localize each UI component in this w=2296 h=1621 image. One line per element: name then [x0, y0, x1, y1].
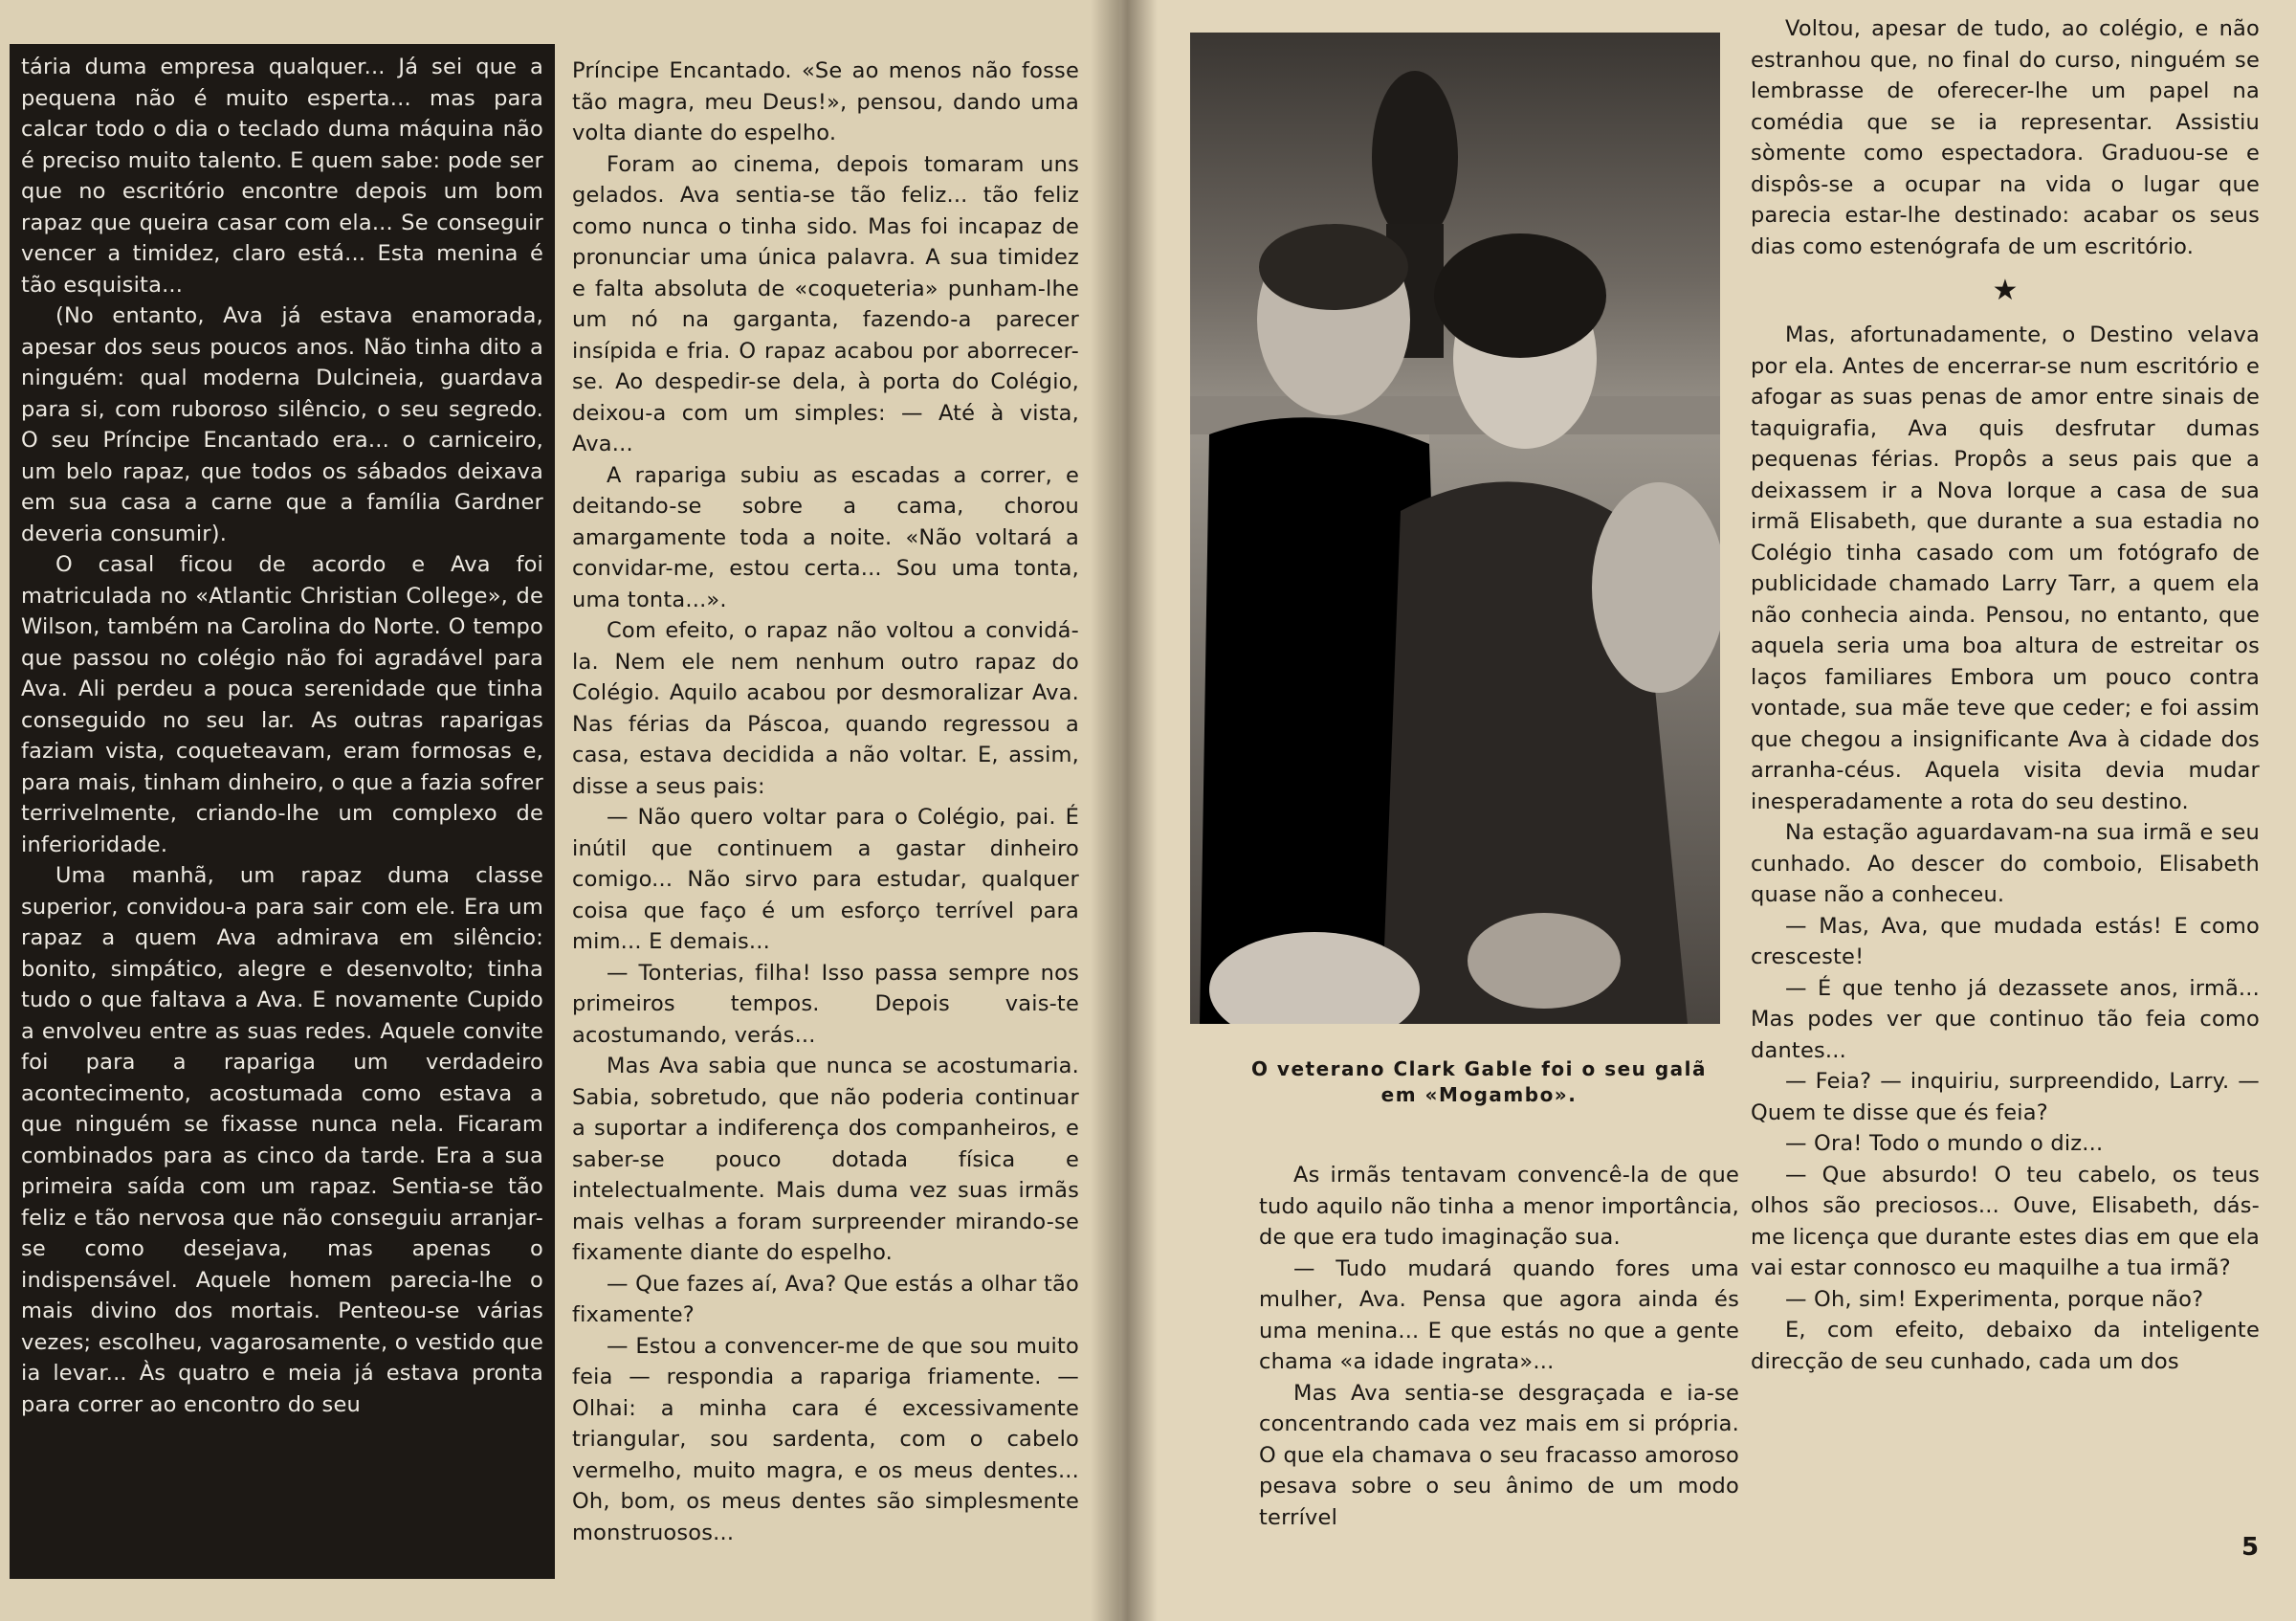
paragraph: E, com efeito, debaixo da inteligente direcção de seu cunhado, cada um dos	[1751, 1318, 2260, 1374]
paragraph: — Que fazes aí, Ava? Que estás a olhar tão fixamente?	[572, 1271, 1079, 1327]
paragraph: Príncipe Encantado. «Se ao menos não fosse tão magra, meu Deus!», pensou, dando uma volta diante do espelho.	[572, 58, 1079, 145]
paragraph: (No entanto, Ava já estava enamorada, apesar dos seus poucos anos. Não tinha dito a ninguém: qual moderna Dulcineia, guardava para si, com ruboroso silêncio, o seu segredo. O seu Príncipe Encantado era... o carniceiro, um belo rapaz, que todos os sábados deixava em sua casa a carne que a família Gardner deveria consumir).	[21, 303, 543, 546]
paragraph: Mas, afortunadamente, o Destino velava por ela. Antes de encerrar-se num escritório e afogar as suas penas de amor entre sinais de taquigrafia, Ava quis desfrutar dumas pequenas férias. Propôs a seus pais que a deixassem ir a Nova Iorque a casa de sua irmã Elisabeth, que durante a sua estadia no Colégio tinha casado com um fotógrafo de publicidade chamado Larry Tarr, a quem ela não conhecia ainda. Pensou, no entanto, que aquela seria uma boa altura de estreitar os laços familiares Embora um pouco contra vontade, sua mãe teve que ceder; e foi assim que chegou a insignificante Ava à cidade dos arranha-céus. Aquela visita devia mudar inesperadamente a rota do seu destino.	[1751, 322, 2260, 814]
caption-line: em «Mogambo».	[1380, 1083, 1578, 1106]
paragraph: Com efeito, o rapaz não voltou a convidá-la. Nem ele nem nenhum outro rapaz do Colégio. Aquilo acabou por desmoralizar Ava. Nas férias da Páscoa, quando regressou a casa, estava decidida a não voltar. E, assim, disse a seus pais:	[572, 618, 1079, 799]
paragraph: — Que absurdo! O teu cabelo, os teus olhos são preciosos... Ouve, Elisabeth, dás-me licença que durante estes dias em que ela vai estar connosco eu maquilhe a tua irmã?	[1751, 1162, 2260, 1280]
text-column	[1259, 1160, 1739, 1533]
paragraph: — Estou a convencer-me de que sou muito feia — respondia a rapariga friamente. — Olhai: a minha cara é excessivamente triangular, sou sardenta, com o cabelo vermelho, muito magra, e os meus dentes... Oh, bom, os meus dentes são simplesmente monstruosos...	[572, 1333, 1079, 1545]
paragraph: As irmãs tentavam convencê-la de que tudo aquilo não tinha a menor importância, de que era tudo imaginação sua.	[1259, 1163, 1739, 1250]
text-column	[1751, 13, 2260, 1377]
paragraph: O casal ficou de acordo e Ava foi matriculada no «Atlantic Christian College», de Wilson, também na Carolina do Norte. O tempo que passou no colégio não foi agradável para Ava. Ali perdeu a pouca serenidade que tinha conseguido no seu lar. As outras raparigas faziam vista, coqueteavam, eram formosas e, para mais, tinham dinheiro, o que a fazia sofrer terrivelmente, criando-lhe um complexo de inferioridade.	[21, 552, 543, 857]
paragraph: Mas Ava sentia-se desgraçada e ia-se concentrando cada vez mais em si própria. O que ela chamava o seu fracasso amoroso pesava sobre o seu ânimo de um modo terrível	[1259, 1380, 1739, 1530]
paragraph: Uma manhã, um rapaz duma classe superior, convidou-a para sair com ele. Era um rapaz a quem Ava admirava em silêncio: bonito, simpático, alegre e desenvolto; tinha tudo o que faltava a Ava. E novamente Cupido a envolveu entre as suas redes. Aquele convite foi para a rapariga um verdadeiro acontecimento, acostumada como estava a que ninguém se fixasse nunca nela. Ficaram combinados para as cinco da tarde. Era a sua primeira saída com um rapaz. Sentia-se tão feliz e tão nervosa que não conseguiu arranjar-se como desejava, mas apenas o indispensável. Aquele homem parecia-lhe o mais divino dos mortais. Penteou-se várias vezes; escolheu, vagarosamente, o vestido que ia levar... Às quatro e meia já estava pronta para correr ao encontro do seu	[21, 863, 543, 1417]
paragraph: — É que tenho já dezassete anos, irmã... Mas podes ver que continuo tão feia como dantes...	[1751, 975, 2260, 1063]
paragraph: Na estação aguardavam-na sua irmã e seu cunhado. Ao descer do comboio, Elisabeth quase não a conheceu.	[1751, 820, 2260, 907]
page-number: 5	[2241, 1533, 2260, 1562]
paragraph: A rapariga subiu as escadas a correr, e deitando-se sobre a cama, chorou amargamente toda a noite. «Não voltará a convidar-me, estou certa... Sou uma tonta, uma tonta...».	[572, 462, 1079, 612]
paragraph: — Mas, Ava, que mudada estás! E como cresceste!	[1751, 913, 2260, 969]
caption-line: O veterano Clark Gable foi o seu galã	[1250, 1057, 1708, 1080]
paragraph: — Feia? — inquiriu, surpreendido, Larry. — Quem te disse que és feia?	[1751, 1069, 2260, 1125]
paragraph: Foram ao cinema, depois tomaram uns gelados. Ava sentia-se tão feliz... tão feliz como nunca o tinha sido. Mas foi incapaz de pronunciar uma única palavra. A sua timidez e falta absoluta de «coqueteria» punham-lhe um nó na garganta, fazendo-a parecer insípida e fria. O rapaz acabou por aborrecer-se. Ao despedir-se dela, à porta do Colégio, deixou-a com um simples: — Até à vista, Ava...	[572, 151, 1079, 456]
section-separator-star: ★	[1992, 274, 2019, 307]
photo-illustration	[1190, 33, 1720, 1024]
paragraph: — Não quero voltar para o Colégio, pai. É inútil que continuem a gastar dinheiro comigo... Não sirvo para estudar, qualquer coisa que faço é um esforço terrível para mim... E demais...	[572, 805, 1079, 954]
photo-caption	[1211, 1056, 1747, 1108]
paragraph: Mas Ava sabia que nunca se acostumaria. Sabia, sobretudo, que não poderia continuar a suportar a indiferença dos companheiros, e saber-se pouco dotada física e intelectualmente. Mais duma vez suas irmãs mais velhas a foram surpreender mirando-se fixamente diante do espelho.	[572, 1054, 1079, 1265]
left-page	[0, 0, 1119, 1621]
text-column	[572, 56, 1079, 1548]
paragraph: — Oh, sim! Experimenta, porque não?	[1785, 1286, 2204, 1312]
dark-text-column	[10, 44, 555, 1579]
paragraph: Voltou, apesar de tudo, ao colégio, e não estranhou que, no final do curso, ninguém se lembrasse de oferecer-lhe um papel na comédia que se ia representar. Assistiu sòmente como espectadora. Graduou-se e dispôs-se a ocupar na vida o lugar que parecia estar-lhe destinado: acabar os seus dias como estenógrafa de um escritório.	[1751, 16, 2260, 259]
paragraph: — Tonterias, filha! Isso passa sempre nos primeiros tempos. Depois vais-te acostumando, verás...	[572, 960, 1079, 1048]
right-page	[1119, 0, 2296, 1621]
paragraph: — Ora! Todo o mundo o diz...	[1785, 1131, 2104, 1156]
movie-still-photo	[1190, 33, 1720, 1024]
paragraph: — Tudo mudará quando fores uma mulher, Ava. Pensa que agora ainda és uma menina... E que estás no que a gente chama «a idade ingrata»...	[1259, 1255, 1739, 1374]
paragraph: tária duma empresa qualquer... Já sei que a pequena não é muito esperta... mas para calcar todo o dia o teclado duma máquina não é preciso muito talento. E quem sabe: pode ser que no escritório encontre depois um bom rapaz que queira casar com ela... Se conseguir vencer a timidez, claro está... Esta menina é tão esquisita...	[21, 55, 543, 298]
